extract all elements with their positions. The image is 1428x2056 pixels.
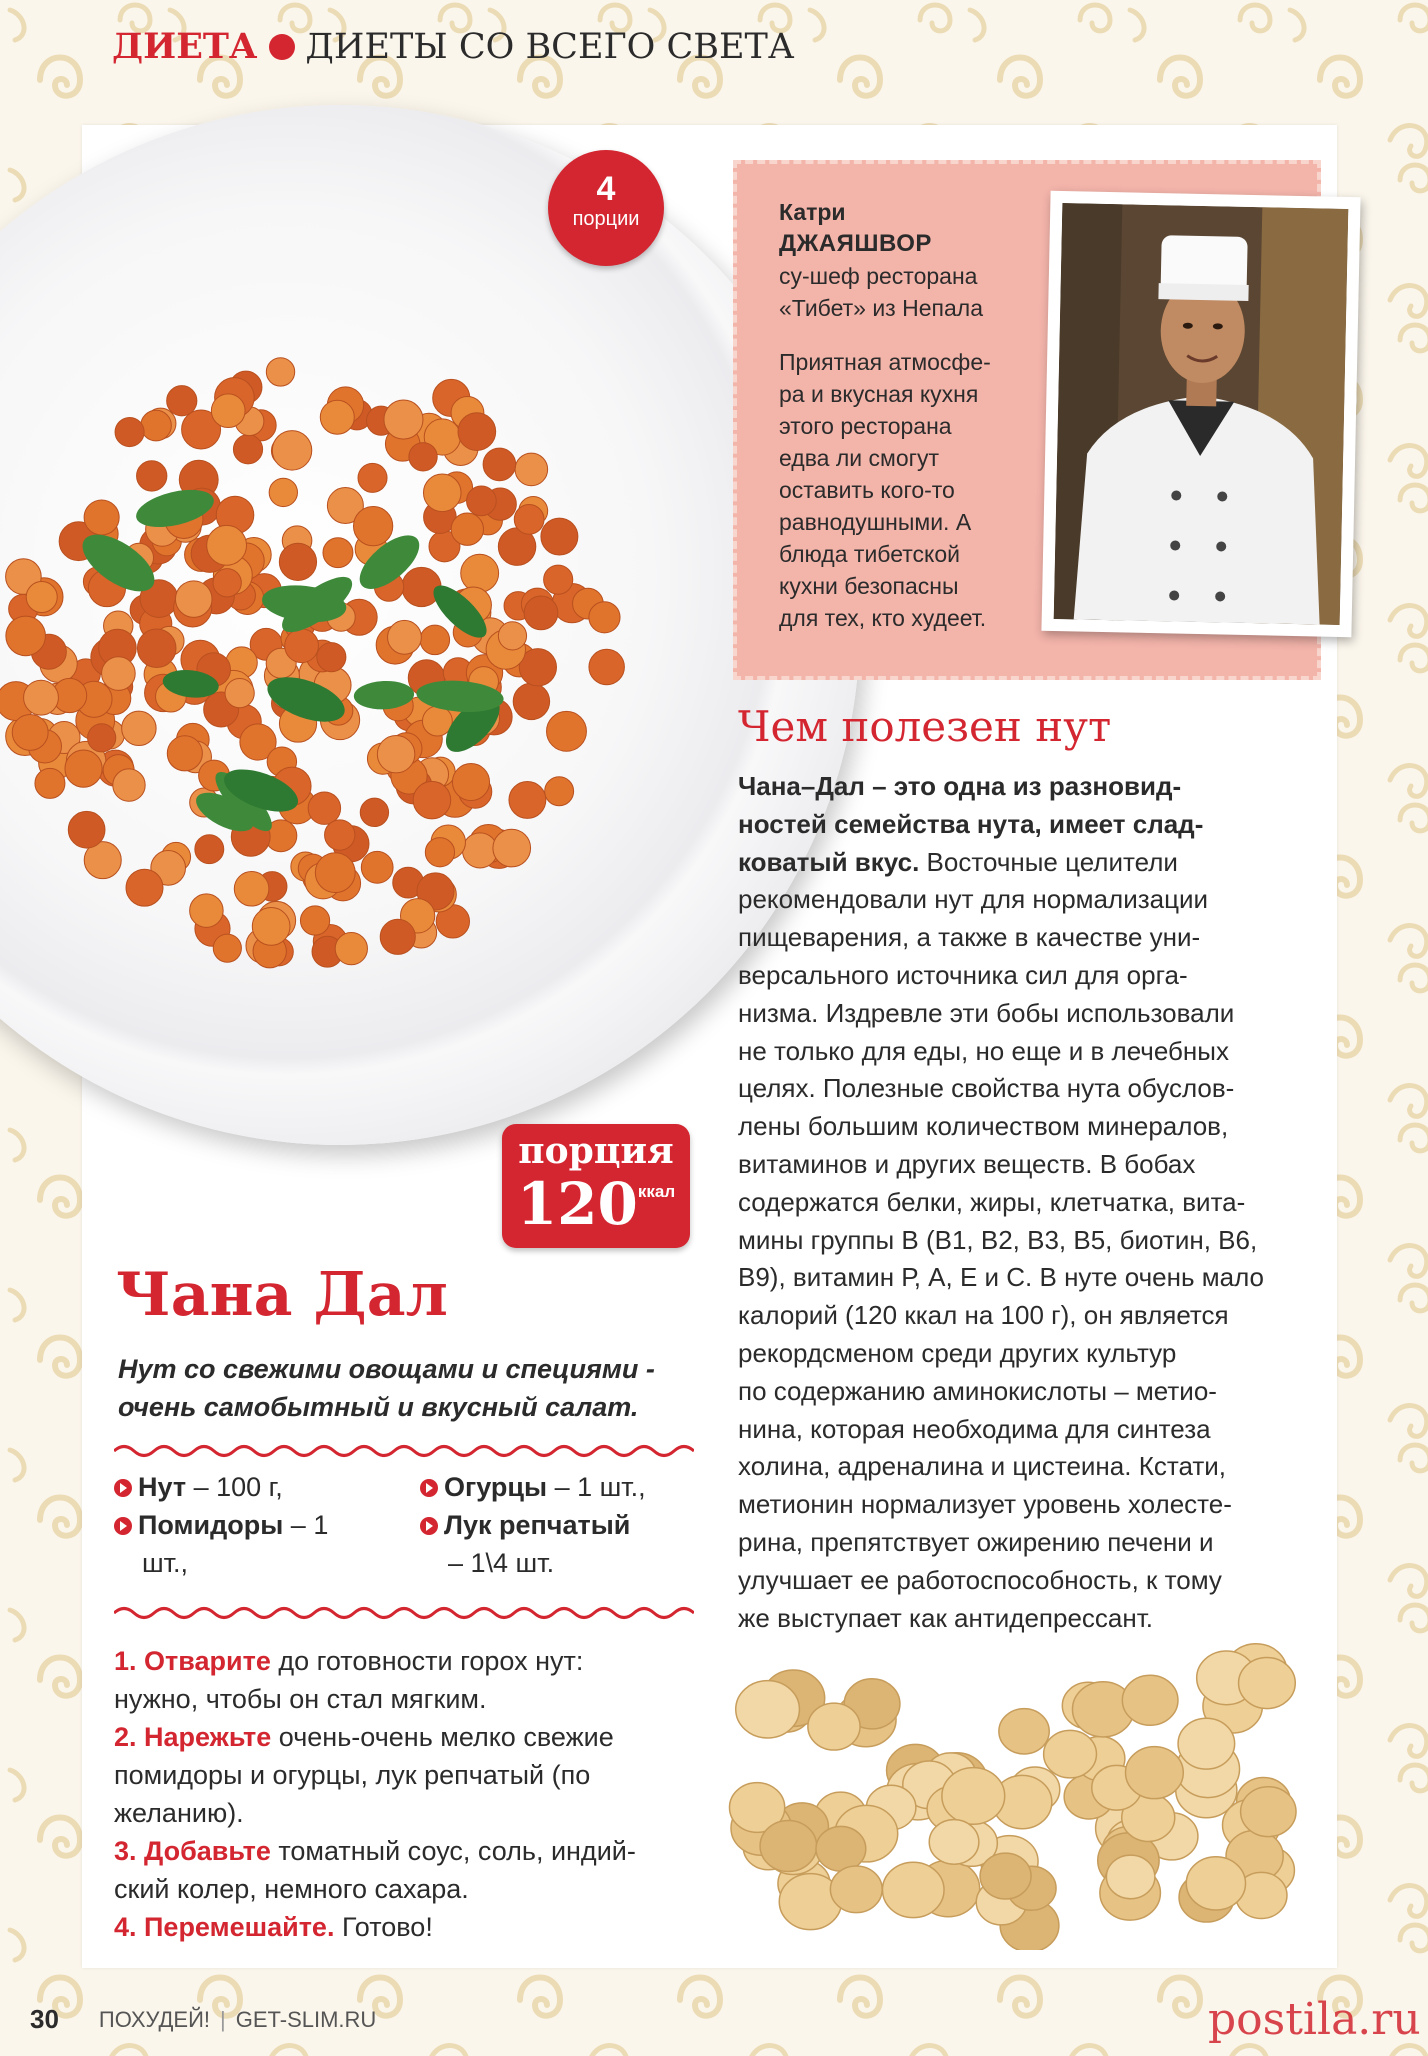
step-line [114,1870,694,1908]
step-text: ский колер, немного сахара. [114,1874,469,1904]
recipe-steps [114,1642,694,1946]
ingredient-amount: – 1\4 шт. [448,1548,555,1578]
recipe-step [114,1642,694,1718]
section-name: ДИЕТА [112,26,258,67]
wave-divider [114,1604,694,1622]
benefit-text-segment: не только для еды, но еще и в лечебных [738,1035,1229,1066]
benefit-text-segment: низма. Издревле эти бобы использовали [738,997,1235,1028]
benefit-line [738,1146,1318,1184]
calorie-label: порция [518,1130,674,1172]
quote-line: для тех, кто худеет. [779,605,987,631]
step-text: томатный соус, соль, индий- [270,1836,636,1866]
step-text: очень-очень мелко свежие [271,1722,614,1752]
benefit-line [738,1222,1318,1260]
arrow-bullet-icon [420,1479,438,1497]
recipe-step [114,1718,694,1832]
chef-photo [1041,191,1360,637]
benefit-line [738,1486,1318,1524]
benefit-line [738,1600,1318,1638]
benefit-text-segment: по содержанию аминокислоты – метио- [738,1375,1217,1406]
step-text: нужно, чтобы он стал мягким. [114,1684,487,1714]
step-line [114,1908,694,1946]
benefit-bold-text: коватый вкус. [738,846,920,877]
benefit-text-segment: пищеварения, а также в качестве уни- [738,922,1201,953]
benefit-text-segment: целях. Полезные свойства нута обуслов- [738,1073,1235,1104]
footer-separator: | [220,2006,226,2032]
benefit-text-segment: рекомендовали нут для нормализации [738,884,1209,915]
calorie-badge [502,1124,690,1248]
wave-divider [114,1442,694,1460]
benefit-line [738,1297,1318,1335]
benefit-line [738,1335,1318,1373]
watermark-logo: postila.ru [1208,1994,1421,2045]
recipe-step [114,1832,694,1908]
benefit-line [738,1373,1318,1411]
ingredient-amount: – 1 [283,1510,329,1540]
chef-last-name: ДЖАЯШВОР [779,230,932,257]
subtitle-line: очень самобытный и вкусный салат. [118,1392,639,1422]
benefit-text-segment: калорий (120 ккал на 100 г), он является [738,1300,1229,1331]
step-action: 1. Отварите [114,1646,271,1676]
chef-portrait-image [1054,203,1349,625]
benefit-text-segment: витаминов и других веществ. В бобах [738,1148,1196,1179]
quote-line: едва ли смогут [779,445,940,471]
ingredient-name: Нут [138,1472,187,1502]
benefit-bold-text: ностей семейства нута, имеет слад- [738,808,1204,839]
arrow-bullet-icon [420,1517,438,1535]
step-text: желанию). [114,1798,244,1828]
benefit-text-segment: версального источника сил для орга- [738,959,1188,990]
benefit-text [738,768,1318,1637]
quote-line: кухни безопасны [779,573,959,599]
chef-role-line: «Тибет» из Непала [779,295,983,321]
benefit-line [738,881,1318,919]
benefit-bold-text: Чана–Дал – это одна из разновид- [738,771,1182,801]
rubric-name: ДИЕТЫ СО ВСЕГО СВЕТА [305,26,795,67]
step-text: Готово! [334,1912,433,1942]
calorie-unit: ккал [637,1182,676,1201]
benefit-title: Чем полезен нут [738,702,1112,751]
section-header [112,26,794,67]
ingredient-item [420,1506,630,1582]
benefit-line [738,1184,1318,1222]
benefit-line [738,768,1318,806]
ingredient-amount: шт., [142,1548,189,1578]
chef-quote [779,346,1019,634]
benefit-line [738,957,1318,995]
benefit-text-segment: же выступает как антидепрессант. [738,1602,1153,1633]
ingredient-name: Лук репчатый [444,1510,631,1540]
benefit-text-segment: содержатся белки, жиры, клетчатка, вита- [738,1186,1246,1217]
page-footer [30,2004,376,2035]
step-line [114,1680,694,1718]
portions-badge [548,150,664,266]
benefit-text-segment: улучшает ее работоспособность, к тому [738,1564,1222,1595]
calorie-value: 120 [516,1170,638,1238]
chef-first-name: Катри [779,199,846,225]
website-link[interactable]: GET-SLIM.RU [235,2006,377,2032]
portions-number: 4 [596,170,616,208]
arrow-bullet-icon [114,1479,132,1497]
benefit-text-segment: холина, адреналина и цистеина. Кстати, [738,1451,1226,1482]
ingredient-amount: – 100 г, [186,1472,283,1502]
benefit-text-segment: лены большим количеством минералов, [738,1111,1229,1142]
benefit-line [738,1448,1318,1486]
step-line [114,1794,694,1832]
benefit-text-segment: метионин нормализует уровень холесте- [738,1489,1232,1520]
benefit-line [738,919,1318,957]
benefit-line [738,1070,1318,1108]
quote-line: Приятная атмосфе- [779,349,991,375]
recipe-subtitle [118,1350,698,1426]
step-action: 4. Перемешайте. [114,1912,335,1942]
raw-chickpeas-image [700,1640,1310,1950]
benefit-text-segment: мины группы В (В1, В2, В3, В5, биотин, В6, [738,1224,1258,1255]
ingredient-item [420,1468,646,1506]
benefit-line [738,995,1318,1033]
recipe-step [114,1908,694,1946]
chana-dal-salad-image [0,330,650,1030]
step-text: помидоры и огурцы, лук репчатый (по [114,1760,591,1790]
benefit-text-segment: В9), витамин Р, А, Е и С. В нуте очень мало [738,1262,1265,1293]
arrow-bullet-icon [114,1517,132,1535]
step-line [114,1832,694,1870]
red-dot-icon [269,34,295,60]
recipe-title: Чана Дал [116,1260,448,1330]
benefit-text-segment: рекордсменом среди других культур [738,1337,1177,1368]
step-action: 3. Добавьте [114,1836,271,1866]
benefit-line [738,1033,1318,1071]
quote-line: ра и вкусная кухня [779,381,979,407]
quote-line: этого ресторана [779,413,952,439]
ingredient-name: Огурцы [444,1472,548,1502]
step-line [114,1756,694,1794]
quote-line: блюда тибетской [779,541,960,567]
step-action: 2. Нарежьте [114,1722,272,1752]
step-line [114,1642,694,1680]
benefit-text-segment: нина, которая необходима для синтеза [738,1413,1211,1444]
step-line [114,1718,694,1756]
benefit-line [738,1524,1318,1562]
subtitle-line: Нут со свежими овощами и специями - [118,1354,655,1384]
benefit-line [738,844,1318,882]
benefit-line [738,1562,1318,1600]
step-text: до готовности горох нут: [270,1646,584,1676]
ingredient-name: Помидоры [138,1510,284,1540]
page-number: 30 [30,2004,59,2034]
ingredients-list [114,1468,704,1588]
benefit-line [738,1259,1318,1297]
quote-line: оставить кого-то [779,477,955,503]
ingredient-item [114,1468,283,1506]
benefit-line [738,1411,1318,1449]
portions-label: порции [572,208,640,230]
benefit-text-segment: рина, препятствует ожирению печени и [738,1526,1214,1557]
ingredient-amount: – 1 шт., [547,1472,646,1502]
quote-line: равнодушными. А [779,509,972,535]
benefit-line [738,806,1318,844]
chef-role-line: су-шеф ресторана [779,263,978,289]
ingredient-item [114,1506,404,1582]
magazine-name: ПОХУДЕЙ! [98,2006,211,2032]
benefit-text-segment: Восточные целители [919,846,1178,877]
benefit-line [738,1108,1318,1146]
